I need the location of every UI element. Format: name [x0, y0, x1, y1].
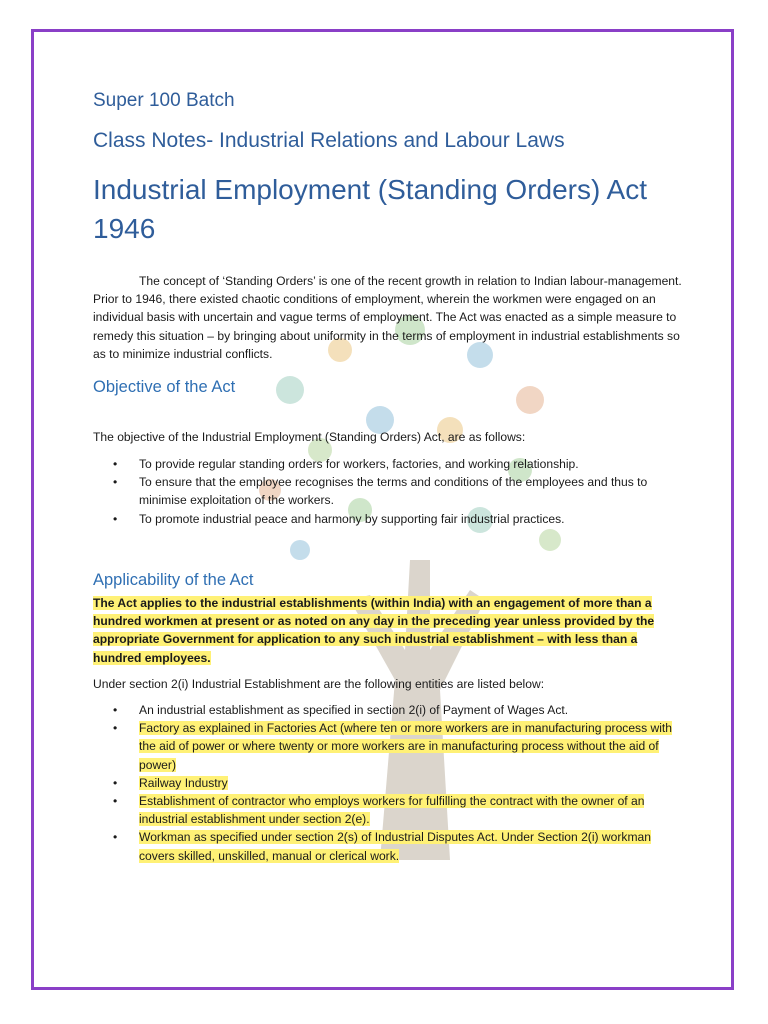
objective-item-text: To promote industrial peace and harmony by supporting fair industrial practices.: [139, 511, 565, 526]
establishment-item-text: Factory as explained in Factories Act (where ten or more workers are in manufacturing process with the aid of power or where twenty or more workers are in manufacturing process without the aid of power): [139, 721, 673, 772]
establishment-item-text: Workman as specified under section 2(s) of Industrial Disputes Act. Under Section 2(i) workman covers skilled, unskilled, manual or clerical work.: [139, 830, 651, 863]
establishment-item-text: Establishment of contractor who employs workers for fulfilling the contract with the owner of an industrial establishment under section 2(e).: [139, 794, 645, 827]
objective-list: [93, 455, 683, 528]
list-item: • An industrial establishment as specified in section 2(i) of Payment of Wages Act.: [113, 703, 569, 717]
applicability-text: The Act applies to the industrial establishments (within India) with an engagement of more than a hundred workmen at present or as noted on any day in the preceding year unless provided by the appropriate Government for application to any such industrial establishment – with less than a hundred employees.: [93, 596, 655, 665]
applicability-heading: Applicability of the Act: [93, 571, 254, 589]
objective-heading: Objective of the Act: [93, 378, 236, 396]
class-notes-heading: Class Notes- Industrial Relations and Labour Laws: [93, 129, 565, 152]
list-item: • Railway Industry: [113, 775, 228, 790]
applicability-paragraph: [93, 594, 683, 667]
document-title: Industrial Employment (Standing Orders) Act 1946: [93, 174, 648, 244]
list-item: • Factory as explained in Factories Act (where ten or more workers are in manufacturing process with the aid of power or where twenty or more workers are in manufacturing process without the aid of power): [113, 721, 673, 772]
objective-item-text: To ensure that the employee recognises the terms and conditions of the employees and thus to minimise exploitation of the workers.: [139, 475, 648, 508]
objective-lead: The objective of the Industrial Employment (Standing Orders) Act, are as follows:: [93, 430, 526, 444]
list-item: • Establishment of contractor who employs workers for fulfilling the contract with the owner of an industrial establishment under section 2(e).: [113, 794, 645, 827]
list-item: • Workman as specified under section 2(s) of Industrial Disputes Act. Under Section 2(i) workman covers skilled, unskilled, manual or clerical work.: [113, 830, 651, 863]
objective-item-text: To provide regular standing orders for workers, factories, and working relationship.: [139, 457, 579, 471]
list-item: • To provide regular standing orders for workers, factories, and working relationship.: [113, 457, 579, 471]
establishment-item-text: Railway Industry: [139, 775, 228, 790]
batch-heading: Super 100 Batch: [93, 90, 235, 111]
establishment-list: [93, 701, 683, 865]
list-item: • To ensure that the employee recognises the terms and conditions of the employees and thus to minimise exploitation of the workers.: [113, 475, 648, 508]
list-item: • To promote industrial peace and harmony by supporting fair industrial practices.: [113, 511, 565, 526]
intro-paragraph: [93, 272, 683, 363]
applicability-lead: Under section 2(i) Industrial Establishment are the following entities are listed below:: [93, 677, 545, 691]
establishment-item-text: An industrial establishment as specified in section 2(i) of Payment of Wages Act.: [139, 703, 569, 717]
intro-text: The concept of ‘Standing Orders’ is one of the recent growth in relation to Indian labour-management. Prior to 1946, there existed chaotic conditions of employment, wherein the workmen were engaged on an individual basis with uncertain and vague terms of employment. The Act was enacted as a simple measure to remedy this situation – by bringing about uniformity in the terms of employment in industrial establishments so as to minimize industrial conflicts.: [93, 274, 682, 361]
